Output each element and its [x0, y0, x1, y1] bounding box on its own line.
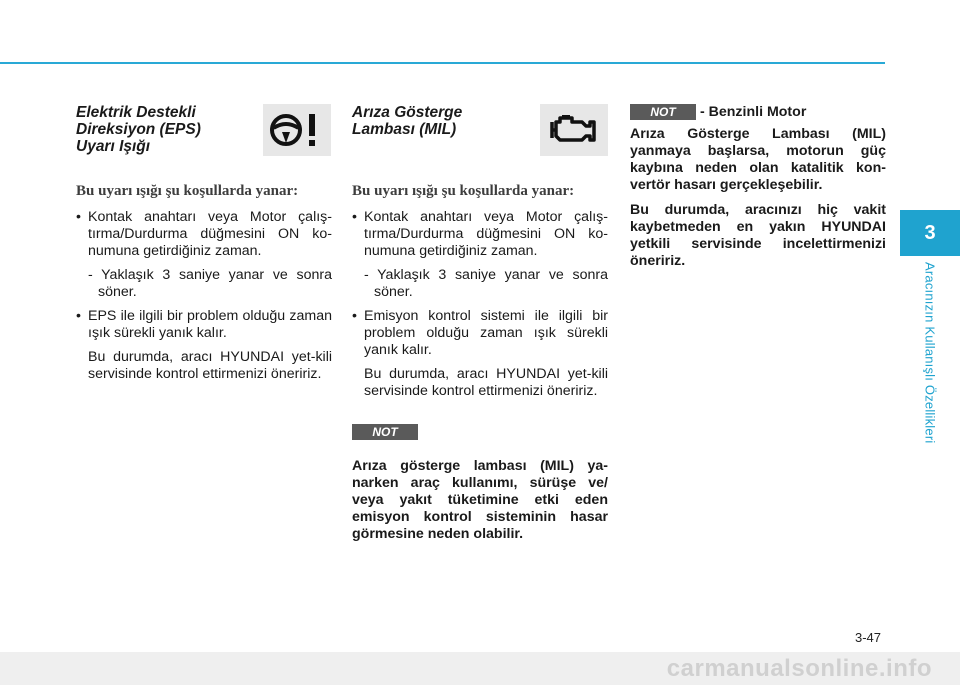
- chapter-title-vertical: [918, 262, 942, 462]
- engine-check-icon: [540, 104, 608, 156]
- paragraph: Bu durumda, aracı HYUNDAI yet-kili servisinde kontrol ettirmenizi öneririz.: [364, 366, 608, 399]
- note-badge: NOT: [352, 424, 418, 440]
- paragraph: Bu durumda, aracı HYUNDAI yet-kili servisinde kontrol ettirmenizi öneririz.: [88, 349, 332, 382]
- note-badge: NOT: [630, 104, 696, 120]
- section-title: Arıza Gösterge Lambası (MIL): [352, 104, 463, 138]
- condition-heading: Bu uyarı ışığı şu koşullarda yanar:: [352, 183, 575, 199]
- list-item: • Emisyon kontrol sistemi ile ilgili bir problem olduğu zaman ışık sürekli yanık kalır.: [352, 308, 608, 359]
- watermark: [0, 652, 960, 685]
- eps-section: [76, 104, 332, 383]
- mil-section: [352, 104, 608, 543]
- chapter-number-tab: [900, 210, 960, 256]
- chapter-number: 3: [924, 221, 936, 244]
- sub-item: - Yaklaşık 3 saniye yanar ve sonra söner.: [364, 267, 608, 300]
- note-section: [630, 104, 886, 270]
- sub-item: - Yaklaşık 3 saniye yanar ve sonra söner.: [88, 267, 332, 300]
- note-title: - Benzinli Motor: [699, 104, 807, 120]
- list-item: • EPS ile ilgili bir problem olduğu zaman ışık sürekli yanık kalır.: [76, 308, 332, 342]
- chapter-title: Aracınızın Kullanışlı Özellikleri: [922, 262, 938, 444]
- list-item: • Kontak anahtarı veya Motor çalış-tırma/Durdurma düğmesini ON ko-numuna getirdiğiniz zaman.: [352, 209, 608, 260]
- note-text: Arıza Gösterge Lambası (MIL) yanmaya başlarsa, motorun güç kaybına neden olan katalitik kon-vertör hasarı gerçekleşebilir.: [630, 126, 886, 193]
- page-number: 3-47: [855, 630, 882, 645]
- note-text: Arıza gösterge lambası (MIL) ya-narken araç kullanımı, sürüşe ve/ veya yakıt tüketimine etki eden emisyon kontrol sisteminin hasar görmesine neden olabilir.: [352, 458, 608, 542]
- note-text: Bu durumda, aracınızı hiç vakit kaybetmeden en yakın HYUNDAI yetkili servisinde incelettirmenizi öneririz.: [630, 202, 886, 269]
- list-item: • Kontak anahtarı veya Motor çalış-tırma/Durdurma düğmesini ON ko-numuna getirdiğiniz zaman.: [76, 209, 332, 260]
- header-rule: [0, 62, 885, 64]
- steering-warning-icon: [263, 104, 331, 156]
- section-title: Elektrik Destekli Direksiyon (EPS) Uyarı Işığı: [76, 104, 201, 155]
- condition-heading: Bu uyarı ışığı şu koşullarda yanar:: [76, 183, 299, 199]
- watermark-text: carmanualsonline.info: [666, 654, 932, 682]
